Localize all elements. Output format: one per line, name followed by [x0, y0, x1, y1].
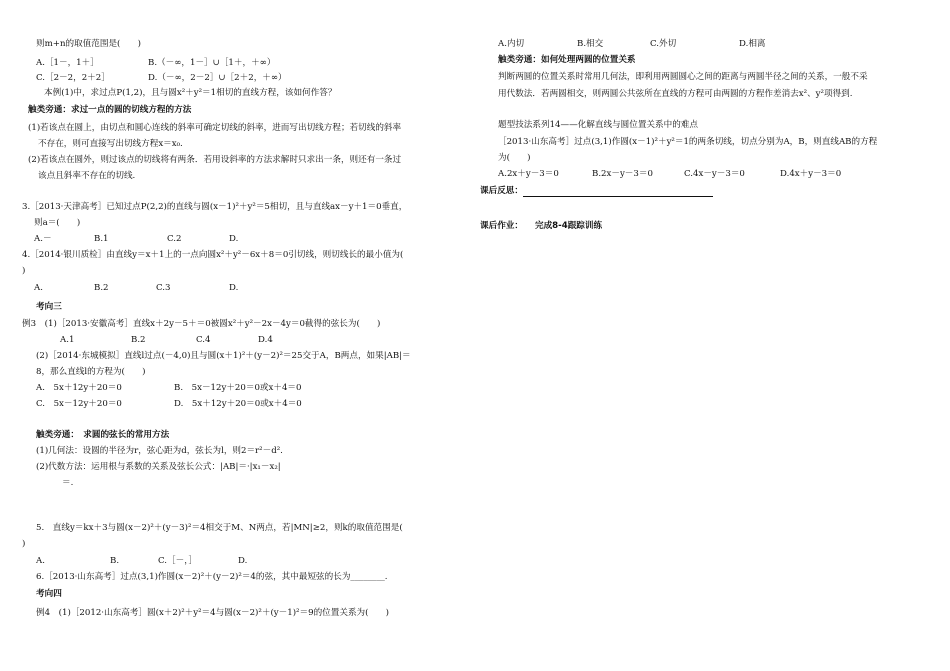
text-line: ) [22, 539, 26, 549]
text-line: 本例(1)中，求过点P(1,2)，且与圆x²＋y²＝1相切的直线方程，该如何作答？ [44, 88, 337, 98]
option-b: B.2x－y－3＝0 [592, 169, 653, 179]
option-d: D. [238, 556, 248, 566]
text-line: ) [22, 266, 26, 276]
option-d: D.4x＋y－3＝0 [780, 169, 842, 179]
reflection-line [480, 187, 713, 197]
homework-text: 完成8-4跟踪训练 [534, 221, 603, 231]
option-a: A. [36, 556, 45, 566]
text-line: 用代数法．若两圆相交，则两圆公共弦所在直线的方程可由两圆的方程作差消去x²、y²项得到. [498, 89, 853, 99]
option-d: D.4 [258, 335, 273, 345]
option-b: B. 5x－12y＋20＝0或x＋4＝0 [174, 383, 302, 393]
option-c: C. 5x－12y＋20＝0 [36, 399, 122, 409]
text-line: 题型技法系列14——化解直线与圆位置关系中的难点 [498, 120, 698, 130]
text-line: ［2013·山东高考］过点(3,1)作圆(x－1)²＋y²＝1的两条切线，切点分别为A，B，则直线AB的方程 [498, 137, 878, 147]
homework-line [480, 222, 602, 231]
option-d: D. [229, 283, 239, 293]
example-3: 例3 (1)［2013·安徽高考］直线x＋2y－5＋＝0被圆x²＋y²－2x－4y＝0截得的弦长为( ) [22, 319, 381, 329]
option-c: C.2 [167, 234, 182, 244]
section-heading: 考向四 [36, 589, 62, 599]
option-c: C.3 [156, 283, 171, 293]
option-a: A.2x＋y－3＝0 [498, 169, 559, 179]
option-d: D.相离 [739, 39, 766, 49]
option-b: B.相交 [577, 39, 604, 49]
question-6: 6.［2013·山东高考］过点(3,1)作圆(x－2)²＋(y－2)²＝4的弦，其中最短弦的长为________. [36, 572, 388, 582]
section-heading: 触类旁通： 求圆的弦长的常用方法 [36, 430, 170, 440]
option-c: C.4x－y－3＝0 [684, 169, 745, 179]
text-line: 该点且斜率不存在的切线. [38, 171, 136, 181]
text-line: 则m+n的取值范围是( ) [36, 39, 141, 49]
option-c: C.外切 [650, 39, 677, 49]
text-line: (2)代数方法：运用根与系数的关系及弦长公式：|AB|＝·|x₁－x₂| [36, 462, 281, 472]
option-b: B.1 [94, 234, 109, 244]
option-d: D.（－∞，2－2］∪［2＋2，＋∞） [148, 73, 287, 83]
option-c: C.［－，］ [158, 556, 198, 566]
section-heading: 考向三 [36, 302, 62, 312]
text-line: (2)若该点在圆外，则过该点的切线将有两条．若用设斜率的方法求解时只求出一条，则还有一条过 [28, 155, 402, 165]
text-line: (1)几何法：设圆的半径为r，弦心距为d，弦长为l，则2＝r²－d². [36, 446, 283, 456]
text-line: 为( ) [498, 153, 531, 163]
reflection-label: 课后反思： [480, 186, 523, 196]
question-5: 5. 直线y＝kx＋3与圆(x－2)²＋(y－3)²＝4相交于M、N两点，若|MN|≥2，则k的取值范围是( [36, 523, 403, 533]
question-3: 3.［2013·天津高考］已知过点P(2,2)的直线与圆(x－1)²＋y²＝5相切，且与直线ax－y＋1＝0垂直， [22, 202, 408, 212]
option-a: A.内切 [498, 39, 525, 49]
section-heading: 触类旁通：如何处理两圆的位置关系 [498, 55, 636, 65]
text-line: 判断两圆的位置关系时常用几何法，即利用两圆圆心之间的距离与两圆半径之间的关系，一般不采 [498, 72, 868, 82]
text-line: 不存在，则可直接写出切线方程x＝x₀. [38, 139, 183, 149]
section-heading: 触类旁通：求过一点的圆的切线方程的方法 [28, 105, 192, 115]
option-d: D. 5x＋12y＋20＝0或x＋4＝0 [174, 399, 302, 409]
option-c: C.4 [196, 335, 211, 345]
option-a: A.－ [34, 234, 52, 244]
text-line: ＝. [62, 478, 74, 488]
reflection-blank [523, 187, 713, 197]
option-a: A.1 [60, 335, 75, 345]
homework-label: 课后作业： [480, 221, 523, 231]
option-a: A. 5x＋12y＋20＝0 [36, 383, 122, 393]
text-line: 则a＝( ) [34, 218, 81, 228]
option-a: A. [34, 283, 43, 293]
option-b: B.2 [131, 335, 146, 345]
option-b: B.（－∞，1－］∪［1＋，＋∞） [148, 58, 276, 68]
text-line: (1)若该点在圆上，由切点和圆心连线的斜率可确定切线的斜率，进而写出切线方程；若切线的斜率 [28, 123, 402, 133]
question-4: 4.［2014·银川质检］由直线y＝x＋1上的一点向圆x²＋y²－6x＋8＝0引切线，则切线长的最小值为( [22, 250, 404, 260]
example-4: 例4 (1)［2012·山东高考］圆(x＋2)²＋y²＝4与圆(x－2)²＋(y－1)²＝9的位置关系为( ) [36, 608, 390, 618]
option-b: B. [110, 556, 120, 566]
option-b: B.2 [94, 283, 109, 293]
text-line: 8，那么直线l的方程为( ) [36, 367, 146, 377]
option-d: D. [229, 234, 239, 244]
option-c: C.［2－2，2＋2］ [36, 73, 110, 83]
text-line: (2)［2014·东城模拟］直线l过点(－4,0)且与圆(x＋1)²＋(y－2)²＝25交于A，B两点，如果|AB|＝ [36, 351, 411, 361]
option-a: A.［1－，1＋］ [36, 58, 99, 68]
